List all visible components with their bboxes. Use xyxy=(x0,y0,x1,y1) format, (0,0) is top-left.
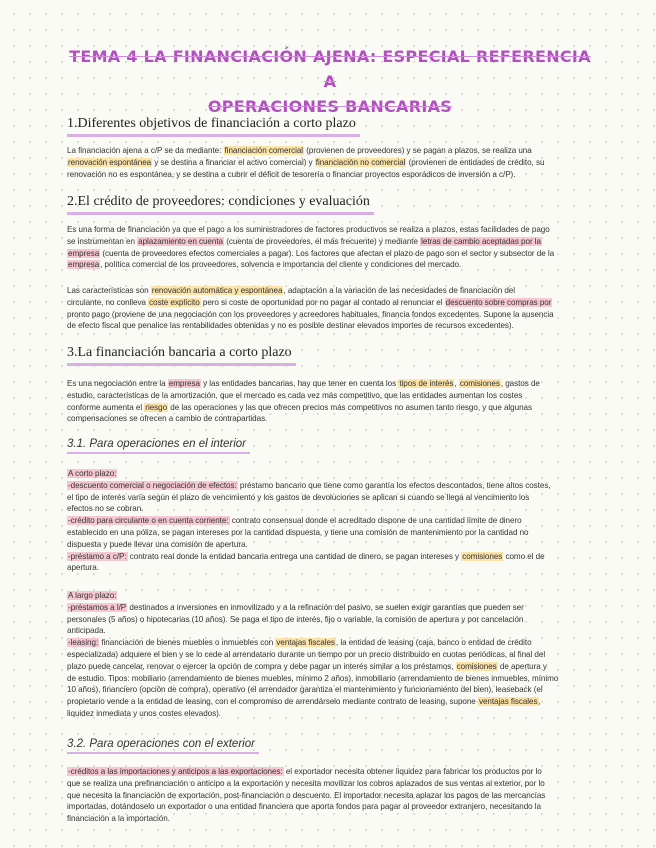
p6-line: anticipada. xyxy=(67,626,106,636)
paragraph-4 xyxy=(67,378,622,425)
p4-line: conforme aumenta el riesgo de las operaciones y las que ofrecen precios más competitivos no asumen tanto riesgo, y que algunas xyxy=(67,402,532,412)
p3-line: pronto pago (proviene de una negociación con los proveedores y acreedores habituales, financia fondos excedentes. Supone la ausencia xyxy=(67,309,554,319)
heading-3-1: 3.1. Para operaciones en el interior xyxy=(67,438,250,454)
p6-line: de estudio. Tipos: mobiliario (arrendamiento de bienes muebles, mínimo 2 años), inmobiliario (arrendamiento de bienes inmuebles, mínimo xyxy=(67,673,559,683)
p6-line: plazo puede cancelar, renovar o ejercer la opción de compra y debe pagar un interés similar a los préstamos, comisiones de apertura y xyxy=(67,661,547,671)
p5-line: A corto plazo: xyxy=(68,469,117,478)
p5-line: efectos no se cobran. xyxy=(67,504,144,514)
p7-line: que necesita la financiación de exportación, post-financiación o descuento. El importador necesita aplazar los pagos de las mercancías xyxy=(67,790,546,800)
p5-line: dispuesta y puede llevar una comisión de apertura. xyxy=(67,539,248,549)
p6-line: especializada) adquiere el bien y se lo cede al arrendatario durante un tiempo por un precio distribuido en cuotas periódicas, al final del xyxy=(67,649,546,659)
heading-3: 3.La financiación bancaria a corto plazo xyxy=(67,345,296,366)
p3-line: Las características son renovación automática y espontánea, adaptación a la variación de las necesidades de financiación del xyxy=(67,286,515,295)
p4-line: Es una negociación entre la empresa y las entidades bancarias, hay que tener en cuenta los tipos de interés, comisiones, gastos de xyxy=(67,379,540,388)
p5-line: apertura. xyxy=(67,563,99,573)
p2-line: Es una forma de financiación ya que el pago a los suministradores de factores productivos se realiza a plazos, estas facilidades de pago xyxy=(67,225,550,234)
p4-line: compensaciones se ofrecen a cambio de contrapartidas. xyxy=(67,414,268,424)
document-title xyxy=(60,44,600,119)
paragraph-3 xyxy=(67,285,622,332)
p4-line: estudio, características de la amortización, que el mercado es cada vez más competitivo, que las entidades aumentan los costes xyxy=(67,390,523,400)
p2-line: empresa, política comercial de los proveedores, solvencia e importancia del cliente y condiciones del mercado. xyxy=(68,260,462,270)
p7-line: que se realiza una prefinanciación o anticipo a la exportación y necesita movilizar los cobros aplazados de sus ventas al exterior, por lo xyxy=(67,778,545,788)
paragraph-6 xyxy=(67,590,622,720)
paragraph-7 xyxy=(67,766,622,825)
p5-line: el tipo de interés varía según el plazo de vencimiento y los gastos de devoluciones se aplican si cuando se llega al vencimiento los xyxy=(67,492,530,502)
heading-1: 1.Diferentes objetivos de financiación a corto plazo xyxy=(67,116,360,137)
p6-line: propietario vende a la entidad de leasing, con el compromiso de arrendárselo mediante contrato de leasing, supone ventajas fiscales, xyxy=(67,697,541,707)
p7-line: financiación a la importación. xyxy=(67,814,170,824)
p3-line: circulante, no conlleva coste explícito pero si coste de oportunidad por no pagar al contado al renunciar el descuento sobre compras por xyxy=(67,297,552,307)
p7-line: -créditos a las importaciones y anticipos a las exportaciones: el exportador necesita obtener liquidez para fabricar los productos por lo xyxy=(68,767,542,776)
p5-line: -crédito para circulante o en cuenta corriente: contrato consensual donde el acreditado dispone de una cantidad límite de dinero xyxy=(68,516,522,526)
heading-2: 2.El crédito de proveedores: condiciones y evaluación xyxy=(67,194,374,215)
p2-line: se instrumentan en aplazamiento en cuenta (cuenta de proveedores, el más frecuente) y mediante letras de cambio aceptadas por la xyxy=(67,236,541,246)
p7-line: importadas, dotándoselo un exportador o una entidad financiera que aporta fondos para pagar al proveedor extranjero, necesitando la xyxy=(67,802,542,812)
p5-line: establecido en una póliza, se pagan intereses por la cantidad dispuesta, y tiene una comisión de mantenimiento por la cantidad no xyxy=(67,527,529,537)
p6-line: personales (5 años) o hipotecarias (10 años). Se paga el tipo de interés, fijo o variable, la comisión de apertura y por cancelación xyxy=(67,614,524,624)
p1-line: La financiación ajena a c/P se da mediante: financiación comercial (provienen de proveedores) y se pagan a plazos, se realiza una xyxy=(67,146,532,155)
p6-line: -préstamos a l/P destinados a inversiones en inmovilizado y a la refinación del pasivo, se suelen exigir garantías que pueden ser xyxy=(68,602,524,612)
paragraph-1 xyxy=(67,145,622,180)
p3-line: de efecto fiscal que penalice las rentabilidades obtenidas y no es posible destinar elevados importes de recursos excedentes). xyxy=(67,321,514,331)
p5-line: -descuento comercial o negociación de efectos: préstamo bancario que tiene como garantía los efectos descontados, tiene altos costes, xyxy=(68,480,551,490)
paragraph-2 xyxy=(67,224,622,271)
p2-line: empresa (cuenta de proveedores efectos comerciales a pagar). Los factores que afectan el plazo de pago son el sector y subsector de la xyxy=(68,248,555,258)
p6-line: A largo plazo: xyxy=(68,591,117,600)
heading-3-2: 3.2. Para operaciones con el exterior xyxy=(67,738,259,754)
p5-line: -préstamo a c/P: contrato real donde la entidad bancaria entrega una cantidad de dinero, se pagan intereses y comisiones como el de xyxy=(68,551,545,561)
paragraph-5 xyxy=(67,468,622,574)
p1-line: renovación no es espontánea, y se destina a cubrir el déficit de tesorería o financiar proyectos esporádicos de inversión a c/P). xyxy=(67,169,516,179)
title-line-2: OPERACIONES BANCARIAS xyxy=(207,97,453,116)
p6-line: liquidez inmediata y unos costes elevados). xyxy=(67,708,221,718)
p6-line: 10 años), financiero (opción de compra), operativo (el arrendador garantiza el mantenimiento y funcionamiento del bien), leaseback (el xyxy=(67,685,543,695)
p6-line: -leasing: financiación de bienes muebles o inmuebles con ventajas fiscales, la entidad de leasing (caja, banco o entidad de crédito xyxy=(68,638,532,648)
title-line-1: TEMA 4 LA FINANCIACIÓN AJENA: ESPECIAL REFERENCIA A xyxy=(69,47,591,91)
p1-line: renovación espontánea y se destina a financiar el activo comercial) y financiación no comercial (provienen de entidades de crédito, su xyxy=(68,157,545,167)
